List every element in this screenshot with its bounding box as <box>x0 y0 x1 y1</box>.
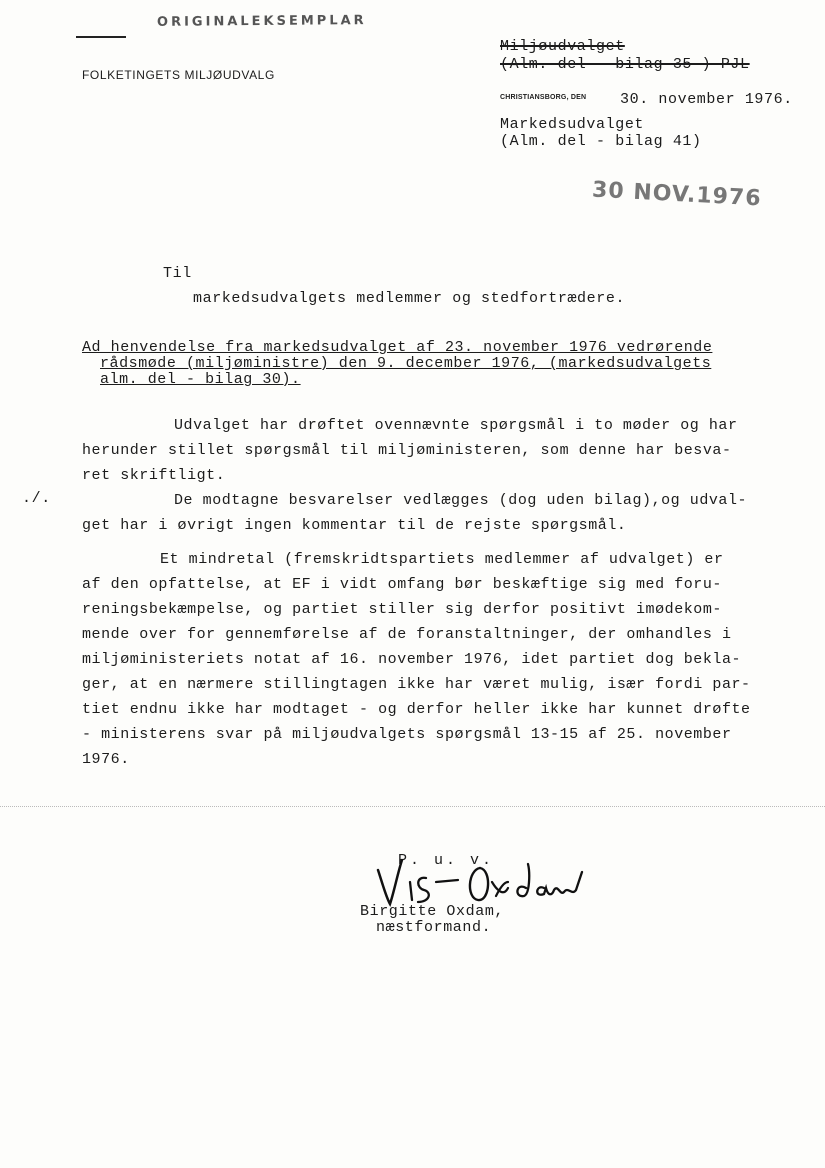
header-rule <box>76 36 126 38</box>
place-label: CHRISTIANSBORG, DEN <box>500 94 587 101</box>
addressee-reference: (Alm. del - bilag 41) <box>500 133 702 150</box>
recipient-line: markedsudvalgets medlemmer og stedfortrædere. <box>193 290 626 307</box>
body-line: af den opfattelse, at EF i vidt omfang bør beskæftige sig med foru- <box>82 576 722 593</box>
subject-line: Ad henvendelse fra markedsudvalget af 23. november 1976 vedrørende <box>82 339 713 356</box>
body-line: miljøministeriets notat af 16. november 1976, idet partiet dog bekla- <box>82 651 742 668</box>
scan-fold-line <box>0 806 825 807</box>
letter-date: 30. november 1976. <box>620 91 793 108</box>
struck-committee: Miljøudvalget <box>500 38 625 55</box>
body-line: Udvalget har drøftet ovennævnte spørgsmål i to møder og har <box>174 417 738 434</box>
per-procura-label: P. u. v. <box>398 852 495 869</box>
paragraph-3 <box>82 547 762 772</box>
committee-name: FOLKETINGETS MILJØUDVALG <box>82 68 275 82</box>
body-line: ger, at en nærmere stillingtagen ikke har været mulig, især fordi par- <box>82 676 751 693</box>
body-line: reningsbekæmpelse, og partiet stiller sig derfor positivt imødekom- <box>82 601 722 618</box>
subject-block <box>82 340 762 388</box>
body-line: - ministerens svar på miljøudvalgets spørgsmål 13-15 af 25. november <box>82 726 732 743</box>
paragraph-2 <box>82 488 762 538</box>
addressee-committee: Markedsudvalget <box>500 116 645 133</box>
originaleksemplar-stamp: ORIGINALEKSEMPLAR <box>156 13 367 30</box>
body-line: mende over for gennemførelse af de foranstaltninger, der omhandles i <box>82 626 732 643</box>
body-line: Et mindretal (fremskridtspartiets medlemmer af udvalget) er <box>160 551 724 568</box>
body-line: herunder stillet spørgsmål til miljøministeren, som denne har besva- <box>82 442 732 459</box>
body-line: 1976. <box>82 751 130 768</box>
subject-line: alm. del - bilag 30). <box>100 371 301 388</box>
struck-reference: (Alm. del - bilag 35 ) PJL <box>500 56 750 73</box>
enclosure-margin-mark: ./. <box>22 490 51 507</box>
body-line: get har i øvrigt ingen kommentar til de rejste spørgsmål. <box>82 517 627 534</box>
signatory-title: næstformand. <box>376 919 492 936</box>
body-line: ret skriftligt. <box>82 467 226 484</box>
til-label: Til <box>163 265 192 282</box>
subject-line: rådsmøde (miljøministre) den 9. december 1976, (markedsudvalgets <box>100 355 712 372</box>
signatory-name: Birgitte Oxdam, <box>360 903 505 920</box>
paragraph-1 <box>82 413 762 488</box>
body-line: tiet endnu ikke har modtaget - og derfor heller ikke har kunnet drøfte <box>82 701 751 718</box>
body-line: De modtagne besvarelser vedlægges (dog uden bilag),og udval- <box>174 492 748 509</box>
received-date-stamp: 30 NOV.1976 <box>591 177 763 212</box>
